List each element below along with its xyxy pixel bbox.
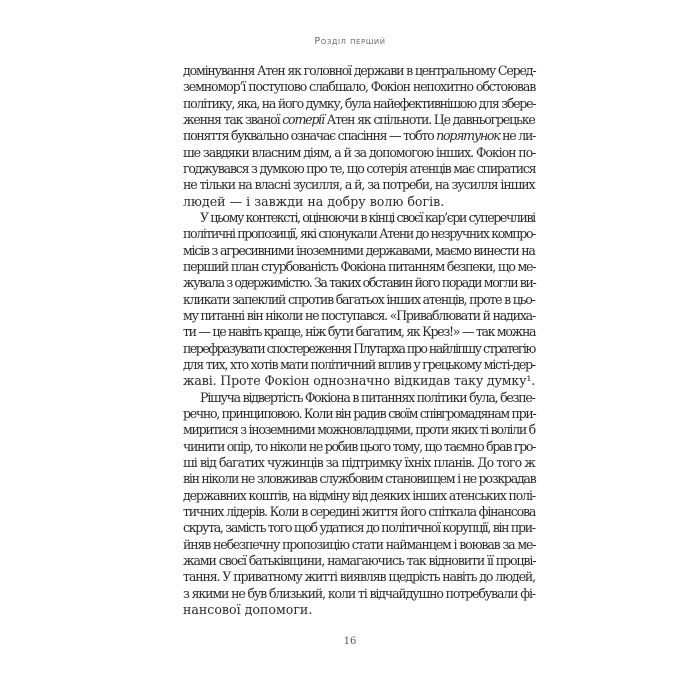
text-line [183,128,535,144]
text-line: з якими не був близький, коли ті відчайдушно потребували фі- [183,585,535,601]
text-line: годжувався з думкою про те, що сотерія атенців має спиратися [183,160,536,176]
text-line: жувала з одержимістю. За таких обставин його поради могли ви- [183,275,536,291]
text-line: жами своєї батьківщини, намагаючись так відновити її процві- [183,552,536,568]
text-line: У цьому контексті, оцінюючи в кінці своєї кар’єри суперечливі [200,209,535,225]
text-segment: не ли- [499,128,536,144]
text-line: не тільки на власні зусилля, а й, за потреби, на зусилля інших [183,177,535,193]
text-segment: поняття буквально означає спасіння — тобто [183,128,437,144]
text-line: тичних лідерів. Коли в середині життя його спіткала фінансова [183,503,536,519]
text-line: земномор’ї поступово слабшало, Фокіон непохитно обстоював [183,79,536,95]
text-segment: ження так званої [183,111,283,127]
text-line: ти — це навіть краще, ніж бути багатим, як Крез!» — так можна [183,324,536,340]
text-line: кликати запеклий спротив багатьох інших атенців, проте в цьо- [183,291,535,307]
text-line: перший план стурбованість Фокіона питанням безпеки, що ме- [183,258,536,274]
text-line: людей — і завжди на добру волю богів. [183,193,445,209]
running-head: Розділ перший [314,36,386,47]
text-line: чинити опір, то ніколи не робив цього тому, що таємно брав гро- [183,438,536,454]
text-line: Рішуча відвертість Фокіона в питаннях політики була, безпе- [200,389,535,405]
text-line: політичні пропозиції, які спонукали Атени до незручних компро- [183,226,536,242]
text-line [183,112,535,128]
text-line: миритися з іноземними можновладцями, проти яких ті воліли б [183,422,535,438]
text-line: він ніколи не зловживав службовим становищем і не розкрадав [183,471,536,487]
text-line: тання. У приватному житті виявляв щедрість навіть до людей, [183,569,536,585]
text-line: для тих, хто хотів мати політичний вплив у грецькому місті-дер- [183,356,535,372]
text-line: перефразувати спостереження Плутарха про найліпшу стратегію [183,340,535,356]
text-line: жаві. Проте Фокіон однозначно відкидав таку думку¹. [183,373,536,389]
text-line: скрута, замість того щоб удатися до політичної корупції, він при- [183,520,535,536]
text-line: ше завдяки власним діям, а й за допомогою інших. Фокіон по- [183,144,536,160]
body-text [183,63,535,618]
text-line: ші від багатих чужинців за підтримку їхніх планів. До того ж [183,454,535,470]
italic-term: порятунок [436,128,500,144]
text-segment: Атен як спільноти. Це давньогрецьке [323,111,535,127]
text-line: домінування Атен як головної держави в центральному Серед- [183,63,536,78]
text-line: державних коштів, на відміну від деяких інших атенських полі- [183,487,535,503]
text-line: му питанні він ніколи не поступався. «Приваблювати й надиха- [183,307,535,323]
page-number: 16 [343,636,357,647]
text-line: політику, яка, на його думку, була найефективнішою для збере- [183,95,536,111]
text-line: речно, принциповою. Коли він радив своїм співгромадянам при- [183,405,536,421]
text-line: нансової допомоги. [183,601,313,617]
text-line: місів з агресивними іноземними державами, маємо винести на [183,242,535,258]
text-line: йняв небезпечну пропозицію стати найманцем і воював за ме- [183,536,536,552]
italic-term: сотерії [282,111,324,127]
